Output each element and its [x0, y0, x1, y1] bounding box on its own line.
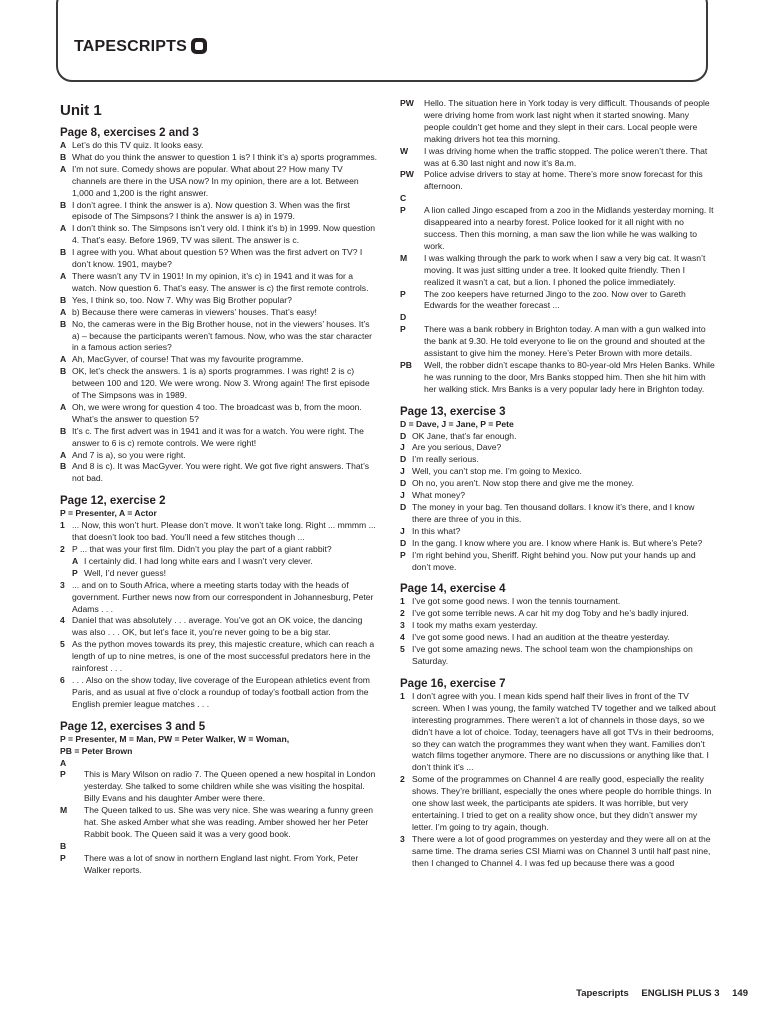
- line-text: OK Jane, that’s far enough.: [412, 430, 517, 441]
- dialogue-line: [60, 164, 378, 200]
- dialogue-line: [60, 615, 378, 639]
- line-text: [84, 758, 378, 770]
- line-text: The zoo keepers have returned Jingo to the zoo. Now over to Gareth Edwards for the weather forecast ...: [424, 288, 686, 311]
- dialogue-line: [60, 140, 378, 152]
- dialogue: [400, 98, 716, 396]
- line-text: I don’t agree. I think the answer is a). Now question 3. When was the first episode of The Simpsons? I think the answer is a) in 1979.: [72, 199, 351, 222]
- line-text: I’m really serious.: [412, 454, 479, 465]
- dialogue-line: [400, 490, 716, 502]
- line-text: The money in your bag. Ten thousand dollars. I know it’s there, and I know there are three of you in this.: [412, 502, 695, 524]
- speaker-label: A: [60, 401, 67, 412]
- dialogue-line: [400, 644, 716, 668]
- dialogue-line: [400, 312, 716, 324]
- dialogue-line: [400, 620, 716, 632]
- speaker-label: P: [400, 324, 406, 335]
- line-text: Yes, I think so, too. Now 7. Why was Big Brother popular?: [72, 294, 292, 305]
- dialogue-line: [60, 758, 378, 770]
- line-text: And 7 is a), so you were right.: [72, 449, 186, 460]
- dialogue-line: [60, 450, 378, 462]
- dialogue-line: [400, 608, 716, 620]
- speaker-label: B: [60, 461, 67, 472]
- line-text: Police advise drivers to stay at home. There’s more snow forecast for this afternoon.: [424, 169, 703, 192]
- speaker-label: PW: [400, 169, 414, 180]
- dialogue-line: [400, 193, 716, 205]
- line-text: ... Now, this won’t hurt. Please don’t move. It won’t take long. Right ... mmmm ... that doesn’t look too bad. You’ll need a few stitches though ...: [72, 520, 376, 543]
- line-text: Some of the programmes on Channel 4 are really good, especially the reality shows. They’re brilliant, especially the ones where people do horrible things. In one show last week, the participants ate spiders. It was horrible, but very entertaining. I tried to get on a reality show once, but they didn’t answer my letter. I’m going to try again, though.: [412, 774, 712, 832]
- line-text: I’ve got some amazing news. The school team won the championships on Saturday.: [412, 644, 693, 666]
- speaker-label: P: [400, 205, 406, 216]
- speaker-label: 2: [60, 544, 65, 554]
- speaker-key: P = Presenter, A = Actor: [60, 508, 157, 519]
- speaker-label: B: [60, 199, 67, 210]
- dialogue-line: [400, 98, 716, 146]
- page-number: 149: [732, 988, 748, 999]
- dialogue-line: [60, 307, 378, 319]
- audio-square-icon: [191, 38, 207, 54]
- speaker-label: A: [60, 140, 67, 150]
- speaker-label: 2: [400, 608, 405, 619]
- dialogue-line: [60, 853, 378, 877]
- dialogue-line: [60, 426, 378, 450]
- speaker-label: J: [400, 525, 405, 536]
- line-text: I agree with you. What about question 5? When was the first advert on TV? I don’t know. 1901, maybe?: [72, 247, 363, 270]
- line-text: Oh, we were wrong for question 4 too. The broadcast was b, from the moon. What’s the answer to question 5?: [72, 401, 362, 424]
- speaker-label: A: [60, 757, 67, 768]
- speaker-label: P: [60, 769, 66, 780]
- dialogue-line: [400, 146, 716, 170]
- speaker-label: PB: [400, 359, 412, 370]
- line-text: Ah, MacGyver, of course! That was my favourite programme.: [72, 354, 304, 365]
- dialogue-line: [400, 360, 716, 396]
- dialogue-line: [60, 841, 378, 853]
- dialogue-line: [60, 366, 378, 402]
- speaker-label: P: [400, 549, 406, 560]
- line-text: I was driving home when the traffic stopped. The police weren’t there. That was at 6.30 last night and now it’s 8a.m.: [424, 145, 708, 168]
- speaker-label: W: [400, 145, 409, 156]
- section-title: Page 13, exercise 3: [400, 405, 506, 418]
- line-text: What money?: [412, 490, 466, 501]
- dialogue-line: [60, 544, 378, 556]
- dialogue-line: [60, 520, 378, 544]
- dialogue-line: [400, 253, 716, 289]
- dialogue-line: [60, 152, 378, 164]
- dialogue-line: [400, 691, 716, 774]
- dialogue-line: [400, 632, 716, 644]
- line-text: Hello. The situation here in York today is very difficult. Thousands of people were driving home from work last night when it started snowing. Many people couldn’t get home and they slept in their cars. Local people were making drivers hot tea this morning.: [424, 98, 710, 144]
- speaker-label: 3: [400, 620, 405, 631]
- speaker-key: PB = Peter Brown: [60, 745, 133, 756]
- line-text: A lion called Jingo escaped from a zoo in the Midlands yesterday morning. It disappeared into a nearby forest. Police looked for it all night with no success. Then this morning, a man saw the lion while he was walking to work.: [424, 205, 714, 251]
- dialogue-line: [60, 200, 378, 224]
- dialogue-line: [60, 805, 378, 841]
- line-text: There wasn’t any TV in 1901! In my opinion, it’s c) in 1941 and it was for a watch. Now question 6. That’s easy. The answer is c) the first remote controls.: [72, 270, 369, 293]
- dialogue-line: [400, 431, 716, 443]
- line-text: I don’t agree with you. I mean kids spend half their lives in front of the TV screen. When I was young, the family watched TV together and we talked about interesting programmes. There weren’t a lot of channels in those days, so we didn’t have a lot of choice. Today, teenagers have all got TVs in their bedrooms, so they can watch the programmes they want when they want. Families don’t watch films together anymore. There are no discussions or anything like that. I don’t think it’s ...: [412, 690, 716, 773]
- speaker-label: 1: [400, 596, 405, 607]
- page-footer: [0, 988, 748, 999]
- speaker-label: B: [60, 840, 67, 851]
- line-text: OK, let’s check the answers. 1 is a) sports programmes. I was right! 2 is c) between 100 and 120. We were wrong. Now 3. Wrong again! The first episode of The Simpsons was in 1989.: [72, 366, 370, 401]
- speaker-label: B: [60, 294, 67, 305]
- speaker-label: D: [400, 537, 407, 548]
- line-text: In the gang. I know where you are. I know where Hank is. But where’s Pete?: [412, 537, 703, 548]
- dialogue-line: [60, 223, 378, 247]
- speaker-label: PW: [400, 98, 414, 108]
- dialogue-line: [400, 442, 716, 454]
- section-title: Page 14, exercise 4: [400, 583, 506, 596]
- dialogue-line: [400, 454, 716, 466]
- line-text: The Queen talked to us. She was very nice. She was wearing a funny green hat. She asked Amber what she was reading. Amber showed her her Peter Rabbit book. The Queen said it was a very good book.: [84, 805, 374, 839]
- speaker-label: M: [60, 805, 68, 816]
- dialogue: [60, 758, 378, 877]
- line-text: [424, 193, 716, 205]
- speaker-label: 1: [400, 690, 405, 701]
- dialogue-line: [400, 550, 716, 574]
- speaker-label: C: [400, 193, 407, 204]
- line-text: In this what?: [412, 525, 461, 536]
- line-text: I don’t think so. The Simpsons isn’t very old. I think it’s b) in 1999. Now question 4. That’s easy. Before 1969, TV was silent. The answer is c.: [72, 223, 376, 246]
- dialogue-line: [400, 205, 716, 253]
- speaker-label: A: [60, 223, 67, 234]
- section-title: Page 8, exercises 2 and 3: [60, 127, 199, 139]
- speaker-label: A: [60, 354, 67, 365]
- line-text: I’ve got some good news. I won the tennis tournament.: [412, 596, 621, 607]
- dialogue-line: [400, 774, 716, 834]
- line-text: Let’s do this TV quiz. It looks easy.: [72, 140, 204, 150]
- section-title: Page 12, exercises 3 and 5: [60, 720, 206, 733]
- dialogue: [400, 596, 716, 667]
- page-header: [74, 38, 207, 56]
- line-text: Well, you can’t stop me. I’m going to Mexico.: [412, 466, 582, 477]
- footer-section: Tapescripts: [576, 988, 629, 999]
- section-title: Page 16, exercise 7: [400, 677, 506, 690]
- speaker-label: A: [60, 306, 67, 317]
- speaker-label: A: [72, 555, 79, 566]
- unit-title: Unit 1: [60, 102, 102, 119]
- dialogue: [60, 520, 378, 711]
- line-text: [84, 841, 378, 853]
- speaker-label: 4: [60, 615, 65, 626]
- dialogue-line: [60, 295, 378, 307]
- dialogue-line: [400, 478, 716, 490]
- dialogue-line: [60, 247, 378, 271]
- dialogue: [400, 691, 716, 870]
- speaker-label: J: [400, 442, 405, 453]
- dialogue-line: [400, 834, 716, 870]
- line-text: This is Mary Wilson on radio 7. The Queen opened a new hospital in London yesterday. She talked to some children while she was visiting the hospital. Billy Evans and his daughter Amber were there.: [84, 769, 376, 804]
- speaker-label: J: [400, 490, 405, 501]
- speaker-label: 5: [60, 639, 65, 650]
- dialogue-line: [400, 596, 716, 608]
- line-text: Daniel that was absolutely . . . average. You’ve got an OK voice, the dancing was also . . . OK, but let’s face it, you’re never going to be a big star.: [72, 615, 363, 638]
- dialogue-line: [60, 769, 378, 805]
- speaker-label: D: [400, 312, 407, 323]
- dialogue-line: [60, 556, 378, 568]
- line-text: There was a lot of snow in northern England last night. From York, Peter Walker reports.: [84, 852, 359, 875]
- line-text: What do you think the answer to question 1 is? I think it’s a) sports programmes.: [72, 151, 378, 162]
- right-column: [400, 98, 716, 869]
- line-text: As the python moves towards its prey, this majestic creature, which can reach a length of up to nine metres, is one of the most successful predators here in the rainforest . . .: [72, 639, 375, 674]
- line-text: Are you serious, Dave?: [412, 442, 502, 453]
- line-text: . . . Also on the show today, live coverage of the European athletics event from Paris, and as usual at five o’clock a roundup of today’s football action from the English premier league matches . . .: [72, 674, 370, 709]
- dialogue-line: [400, 466, 716, 478]
- speaker-label: P: [400, 288, 406, 299]
- dialogue-line: [400, 502, 716, 526]
- line-text: There was a bank robbery in Brighton today. A man with a gun walked into the bank at 9.30. He told everyone to lie on the ground and shouted at the assistant to give him the money. Here’s Peter Brown with more details.: [424, 324, 706, 359]
- dialogue-line: [400, 538, 716, 550]
- speaker-label: B: [60, 318, 67, 329]
- speaker-label: 4: [400, 632, 405, 643]
- line-text: No, the cameras were in the Big Brother house, not in the viewers’ houses. It’s a) – because the participants weren’t famous. Now, who was the star character in a famous action series?: [72, 318, 372, 353]
- dialogue-line: [400, 289, 716, 313]
- speaker-label: 5: [400, 644, 405, 655]
- dialogue: [400, 431, 716, 574]
- line-text: I’m not sure. Comedy shows are popular. What about 2? How many TV channels are there in the USA now? In my opinion, there are a lot. Between 1,000 and 1,200 is the right answer.: [72, 163, 359, 198]
- speaker-label: 3: [400, 833, 405, 844]
- speaker-label: 6: [60, 674, 65, 685]
- line-text: Well, the robber didn’t escape thanks to 80-year-old Mrs Helen Banks. While he was running to the door, Mrs Banks stopped him. Then she hit him with her walking stick. Mrs Banks is a very popular lady here in Brighton today.: [424, 359, 715, 394]
- dialogue-line: [400, 526, 716, 538]
- speaker-label: A: [60, 449, 67, 460]
- dialogue-line: [60, 271, 378, 295]
- line-text: It’s c. The first advert was in 1941 and it was for a watch. You were right. The answer to 6 is c) remote controls. We were right!: [72, 425, 364, 448]
- dialogue: [60, 140, 378, 485]
- speaker-label: J: [400, 466, 405, 477]
- dialogue-line: [60, 675, 378, 711]
- footer-book: ENGLISH PLUS 3: [641, 988, 720, 999]
- speaker-key: D = Dave, J = Jane, P = Pete: [400, 418, 514, 429]
- line-text: P ... that was your first film. Didn’t you play the part of a giant rabbit?: [72, 544, 332, 554]
- speaker-label: B: [60, 247, 67, 258]
- dialogue-line: [60, 461, 378, 485]
- dialogue-line: [60, 354, 378, 366]
- speaker-key: P = Presenter, M = Man, PW = Peter Walker, W = Woman,: [60, 733, 290, 744]
- speaker-label: 2: [400, 774, 405, 785]
- speaker-label: 1: [60, 520, 65, 531]
- line-text: There were a lot of good programmes on yesterday and they were all on at the same time. The drama series CSI Miami was on Channel 3 until half past nine, then I changed to Channel 4. I was fed up because there was a good: [412, 833, 711, 868]
- speaker-label: 3: [60, 579, 65, 590]
- speaker-label: D: [400, 454, 407, 465]
- line-text: Oh no, you aren’t. Now stop there and give me the money.: [412, 478, 634, 489]
- line-text: And 8 is c). It was MacGyver. You were right. We got five right answers. That’s not bad.: [72, 461, 370, 484]
- line-text: I’m right behind you, Sheriff. Right behind you. Now put your hands up and don’t move.: [412, 549, 696, 572]
- speaker-label: B: [60, 151, 67, 162]
- speaker-label: A: [60, 163, 67, 174]
- section-title: Page 12, exercise 2: [60, 495, 166, 508]
- line-text: [424, 312, 716, 324]
- speaker-label: D: [400, 502, 407, 512]
- dialogue-line: [60, 568, 378, 580]
- line-text: ... and on to South Africa, where a meeting starts today with the heads of government. Further news now from our correspondent in Johannesburg, Peter Adams . . .: [72, 579, 374, 614]
- header-title: TAPESCRIPTS: [74, 38, 188, 55]
- dialogue-line: [60, 402, 378, 426]
- line-text: I’ve got some terrible news. A car hit my dog Toby and he’s badly injured.: [412, 608, 689, 619]
- speaker-label: M: [400, 252, 408, 263]
- dialogue-line: [60, 319, 378, 355]
- speaker-label: P: [72, 567, 78, 578]
- dialogue-line: [60, 639, 378, 675]
- dialogue-line: [400, 169, 716, 193]
- speaker-label: D: [400, 430, 407, 441]
- line-text: b) Because there were cameras in viewers’ houses. That’s easy!: [72, 306, 317, 317]
- line-text: I was walking through the park to work when I saw a very big cat. It wasn’t moving. It was just sitting under a tree. It looked quite friendly. Then I realized it wasn’t a cat, but a lion. I phoned the police immediately.: [424, 252, 706, 287]
- speaker-label: D: [400, 478, 407, 489]
- left-column: [60, 98, 378, 877]
- line-text: Well, I’d never guess!: [84, 567, 166, 578]
- dialogue-line: [60, 580, 378, 616]
- speaker-label: A: [60, 270, 67, 281]
- line-text: I certainly did. I had long white ears and I wasn’t very clever.: [84, 555, 313, 566]
- line-text: I took my maths exam yesterday.: [412, 620, 538, 631]
- dialogue-line: [400, 324, 716, 360]
- line-text: I’ve got some good news. I had an audition at the theatre yesterday.: [412, 632, 670, 643]
- speaker-label: P: [60, 852, 66, 863]
- speaker-label: B: [60, 366, 67, 377]
- speaker-label: B: [60, 425, 67, 436]
